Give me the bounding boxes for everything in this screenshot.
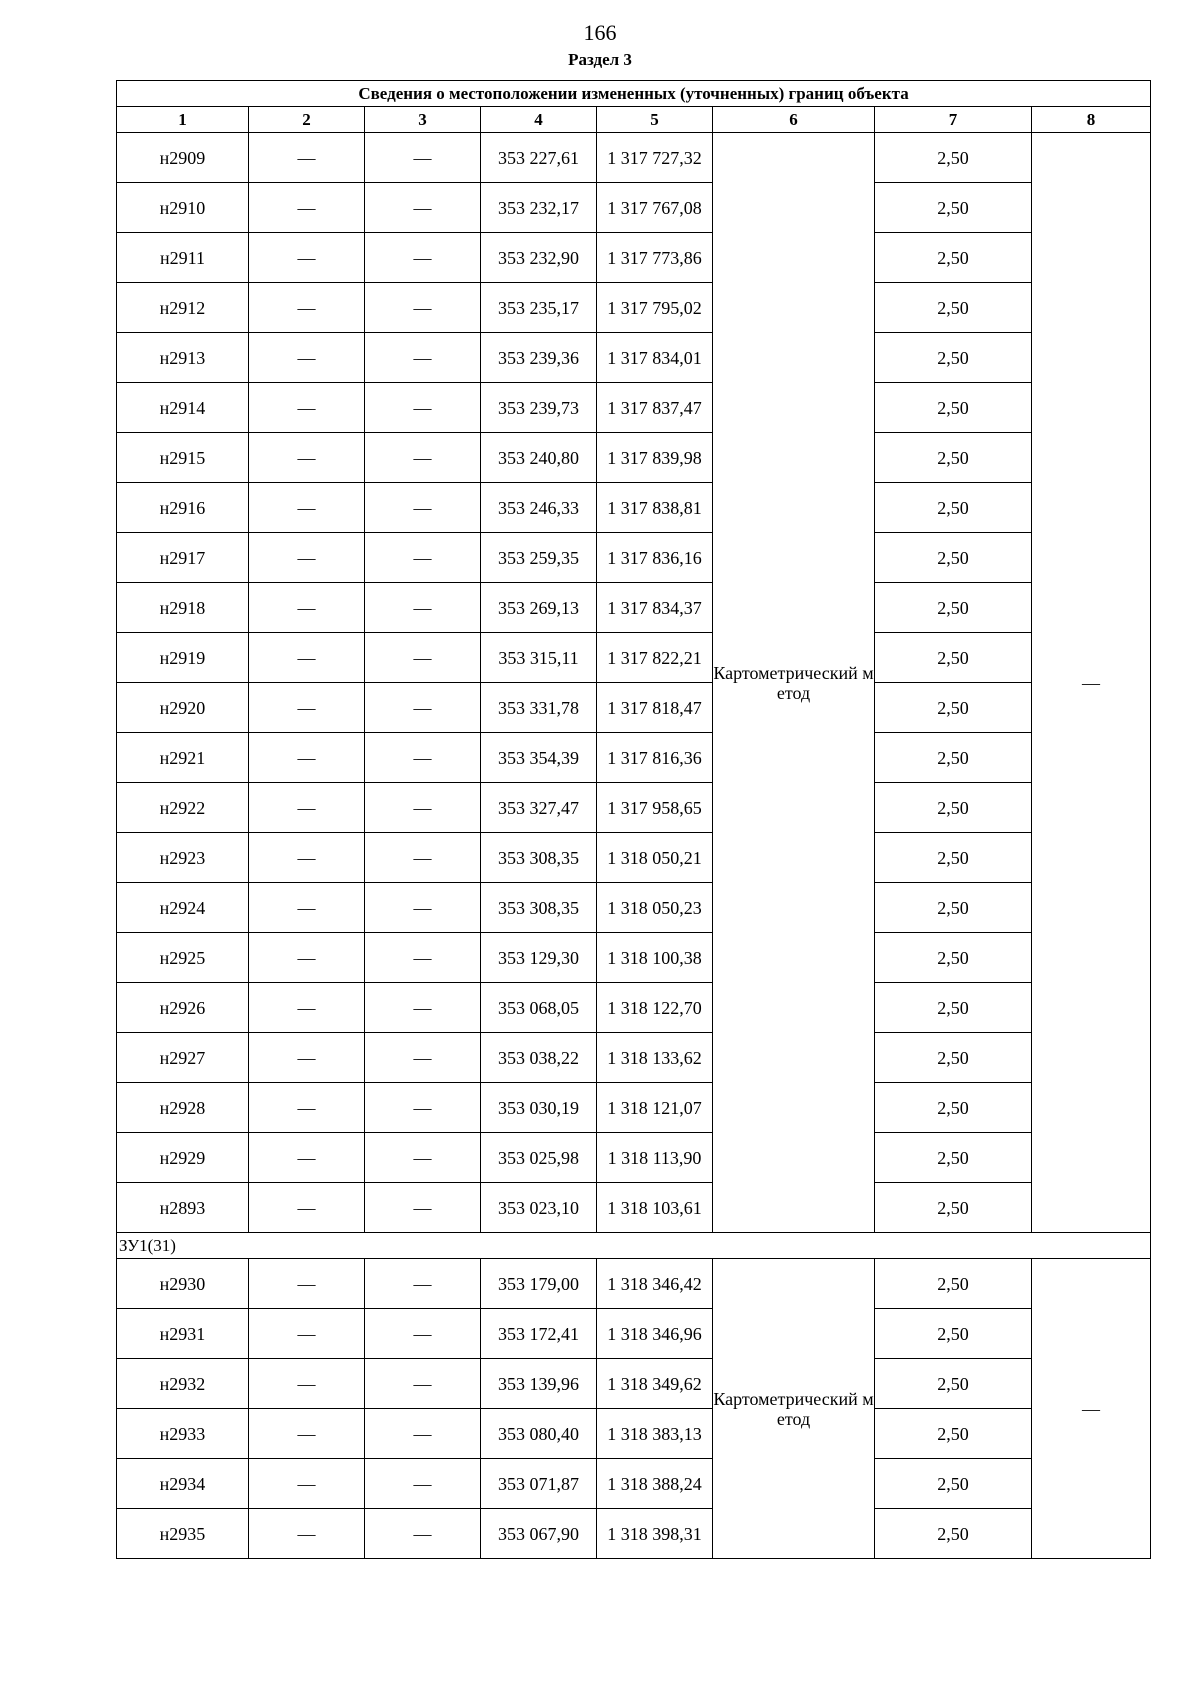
point-name-cell: н2932 (117, 1359, 249, 1409)
point-name-cell: н2918 (117, 583, 249, 633)
column-2-cell: — (249, 1409, 365, 1459)
point-name-cell: н2909 (117, 133, 249, 183)
table-row (117, 1409, 1151, 1459)
table-row (117, 1183, 1151, 1233)
accuracy-cell: 2,50 (875, 833, 1032, 883)
column-3-cell: — (365, 833, 481, 883)
column-3-cell: — (365, 1509, 481, 1559)
table-row (117, 783, 1151, 833)
column-2-cell: — (249, 683, 365, 733)
table-row (117, 333, 1151, 383)
y-coordinate-cell: 1 318 133,62 (597, 1033, 713, 1083)
column-3-cell: — (365, 1359, 481, 1409)
table-row (117, 283, 1151, 333)
accuracy-cell: 2,50 (875, 333, 1032, 383)
column-3-cell: — (365, 883, 481, 933)
accuracy-cell: 2,50 (875, 1083, 1032, 1133)
accuracy-cell: 2,50 (875, 983, 1032, 1033)
point-name-cell: н2925 (117, 933, 249, 983)
point-name-cell: н2914 (117, 383, 249, 433)
point-name-cell: н2935 (117, 1509, 249, 1559)
y-coordinate-cell: 1 317 839,98 (597, 433, 713, 483)
column-3-cell: — (365, 533, 481, 583)
point-name-cell: н2931 (117, 1309, 249, 1359)
column-2-cell: — (249, 383, 365, 433)
column-header: 5 (597, 107, 713, 133)
x-coordinate-cell: 353 308,35 (481, 833, 597, 883)
point-name-cell: н2922 (117, 783, 249, 833)
y-coordinate-cell: 1 318 398,31 (597, 1509, 713, 1559)
column-3-cell: — (365, 1133, 481, 1183)
column-header: 4 (481, 107, 597, 133)
x-coordinate-cell: 353 239,73 (481, 383, 597, 433)
x-coordinate-cell: 353 269,13 (481, 583, 597, 633)
column-2-cell: — (249, 883, 365, 933)
y-coordinate-cell: 1 317 837,47 (597, 383, 713, 433)
x-coordinate-cell: 353 239,36 (481, 333, 597, 383)
x-coordinate-cell: 353 080,40 (481, 1409, 597, 1459)
column-3-cell: — (365, 633, 481, 683)
x-coordinate-cell: 353 315,11 (481, 633, 597, 683)
accuracy-cell: 2,50 (875, 1509, 1032, 1559)
accuracy-cell: 2,50 (875, 1183, 1032, 1233)
y-coordinate-cell: 1 318 050,21 (597, 833, 713, 883)
column-3-cell: — (365, 783, 481, 833)
y-coordinate-cell: 1 318 113,90 (597, 1133, 713, 1183)
accuracy-cell: 2,50 (875, 283, 1032, 333)
accuracy-cell: 2,50 (875, 433, 1032, 483)
accuracy-cell: 2,50 (875, 1259, 1032, 1309)
table-row (117, 533, 1151, 583)
accuracy-cell: 2,50 (875, 883, 1032, 933)
y-coordinate-cell: 1 317 834,01 (597, 333, 713, 383)
y-coordinate-cell: 1 317 834,37 (597, 583, 713, 633)
point-name-cell: н2910 (117, 183, 249, 233)
column-2-cell: — (249, 233, 365, 283)
column-3-cell: — (365, 1183, 481, 1233)
column-3-cell: — (365, 583, 481, 633)
column-2-cell: — (249, 583, 365, 633)
column-number-row (117, 107, 1151, 133)
column-3-cell: — (365, 433, 481, 483)
x-coordinate-cell: 353 327,47 (481, 783, 597, 833)
x-coordinate-cell: 353 179,00 (481, 1259, 597, 1309)
accuracy-cell: 2,50 (875, 133, 1032, 183)
x-coordinate-cell: 353 259,35 (481, 533, 597, 583)
method-cell: Картометрический метод (713, 1259, 875, 1559)
point-name-cell: н2927 (117, 1033, 249, 1083)
accuracy-cell: 2,50 (875, 533, 1032, 583)
y-coordinate-cell: 1 317 727,32 (597, 133, 713, 183)
column-2-cell: — (249, 183, 365, 233)
x-coordinate-cell: 353 129,30 (481, 933, 597, 983)
table-row (117, 1309, 1151, 1359)
y-coordinate-cell: 1 318 388,24 (597, 1459, 713, 1509)
table-caption: Сведения о местоположении измененных (уточненных) границ объекта (117, 81, 1151, 107)
point-name-cell: н2916 (117, 483, 249, 533)
column-3-cell: — (365, 1033, 481, 1083)
column-2-cell: — (249, 933, 365, 983)
table-row (117, 383, 1151, 433)
table-row (117, 183, 1151, 233)
column-3-cell: — (365, 1083, 481, 1133)
x-coordinate-cell: 353 071,87 (481, 1459, 597, 1509)
table-row (117, 983, 1151, 1033)
column-3-cell: — (365, 983, 481, 1033)
accuracy-cell: 2,50 (875, 233, 1032, 283)
column-2-cell: — (249, 1309, 365, 1359)
column-header: 1 (117, 107, 249, 133)
table-row (117, 883, 1151, 933)
table-row (117, 583, 1151, 633)
y-coordinate-cell: 1 318 121,07 (597, 1083, 713, 1133)
table-row (117, 733, 1151, 783)
y-coordinate-cell: 1 318 103,61 (597, 1183, 713, 1233)
x-coordinate-cell: 353 030,19 (481, 1083, 597, 1133)
column-2-cell: — (249, 833, 365, 883)
column-2-cell: — (249, 1459, 365, 1509)
table-row (117, 633, 1151, 683)
y-coordinate-cell: 1 318 050,23 (597, 883, 713, 933)
column-header: 3 (365, 107, 481, 133)
y-coordinate-cell: 1 317 795,02 (597, 283, 713, 333)
x-coordinate-cell: 353 067,90 (481, 1509, 597, 1559)
column-header: 6 (713, 107, 875, 133)
column-3-cell: — (365, 1409, 481, 1459)
y-coordinate-cell: 1 317 958,65 (597, 783, 713, 833)
y-coordinate-cell: 1 318 383,13 (597, 1409, 713, 1459)
column-2-cell: — (249, 1509, 365, 1559)
point-name-cell: н2929 (117, 1133, 249, 1183)
column-2-cell: — (249, 483, 365, 533)
point-name-cell: н2893 (117, 1183, 249, 1233)
point-name-cell: н2911 (117, 233, 249, 283)
column-3-cell: — (365, 233, 481, 283)
method-cell: Картометрический метод (713, 133, 875, 1233)
point-name-cell: н2924 (117, 883, 249, 933)
note-cell: — (1032, 133, 1151, 1233)
x-coordinate-cell: 353 232,17 (481, 183, 597, 233)
table-caption-row (117, 81, 1151, 107)
column-3-cell: — (365, 133, 481, 183)
accuracy-cell: 2,50 (875, 733, 1032, 783)
table-row (117, 933, 1151, 983)
column-3-cell: — (365, 933, 481, 983)
x-coordinate-cell: 353 235,17 (481, 283, 597, 333)
column-3-cell: — (365, 283, 481, 333)
y-coordinate-cell: 1 318 346,42 (597, 1259, 713, 1309)
accuracy-cell: 2,50 (875, 183, 1032, 233)
column-3-cell: — (365, 183, 481, 233)
column-3-cell: — (365, 683, 481, 733)
x-coordinate-cell: 353 232,90 (481, 233, 597, 283)
point-name-cell: н2915 (117, 433, 249, 483)
x-coordinate-cell: 353 023,10 (481, 1183, 597, 1233)
y-coordinate-cell: 1 318 122,70 (597, 983, 713, 1033)
page-number: 166 (583, 20, 617, 45)
accuracy-cell: 2,50 (875, 783, 1032, 833)
x-coordinate-cell: 353 025,98 (481, 1133, 597, 1183)
y-coordinate-cell: 1 318 100,38 (597, 933, 713, 983)
table-row (117, 483, 1151, 533)
group-label-row (117, 1233, 1151, 1259)
table-row (117, 1033, 1151, 1083)
table-row (117, 683, 1151, 733)
y-coordinate-cell: 1 318 349,62 (597, 1359, 713, 1409)
table-row (117, 833, 1151, 883)
point-name-cell: н2912 (117, 283, 249, 333)
column-2-cell: — (249, 333, 365, 383)
y-coordinate-cell: 1 317 818,47 (597, 683, 713, 733)
x-coordinate-cell: 353 240,80 (481, 433, 597, 483)
column-3-cell: — (365, 1459, 481, 1509)
accuracy-cell: 2,50 (875, 683, 1032, 733)
accuracy-cell: 2,50 (875, 483, 1032, 533)
table-row (117, 1509, 1151, 1559)
x-coordinate-cell: 353 172,41 (481, 1309, 597, 1359)
x-coordinate-cell: 353 331,78 (481, 683, 597, 733)
point-name-cell: н2930 (117, 1259, 249, 1309)
point-name-cell: н2926 (117, 983, 249, 1033)
column-3-cell: — (365, 1259, 481, 1309)
column-3-cell: — (365, 383, 481, 433)
accuracy-cell: 2,50 (875, 1359, 1032, 1409)
column-3-cell: — (365, 333, 481, 383)
accuracy-cell: 2,50 (875, 1409, 1032, 1459)
column-3-cell: — (365, 483, 481, 533)
x-coordinate-cell: 353 354,39 (481, 733, 597, 783)
y-coordinate-cell: 1 317 822,21 (597, 633, 713, 683)
x-coordinate-cell: 353 227,61 (481, 133, 597, 183)
table-row (117, 1359, 1151, 1409)
point-name-cell: н2917 (117, 533, 249, 583)
column-2-cell: — (249, 133, 365, 183)
x-coordinate-cell: 353 068,05 (481, 983, 597, 1033)
y-coordinate-cell: 1 317 773,86 (597, 233, 713, 283)
column-2-cell: — (249, 1133, 365, 1183)
note-cell: — (1032, 1259, 1151, 1559)
accuracy-cell: 2,50 (875, 1309, 1032, 1359)
table-row (117, 133, 1151, 183)
accuracy-cell: 2,50 (875, 383, 1032, 433)
point-name-cell: н2913 (117, 333, 249, 383)
table-row (117, 1259, 1151, 1309)
column-2-cell: — (249, 1083, 365, 1133)
section-title: Раздел 3 (568, 50, 632, 69)
point-name-cell: н2920 (117, 683, 249, 733)
accuracy-cell: 2,50 (875, 583, 1032, 633)
accuracy-cell: 2,50 (875, 1033, 1032, 1083)
column-2-cell: — (249, 733, 365, 783)
column-2-cell: — (249, 1033, 365, 1083)
point-name-cell: н2919 (117, 633, 249, 683)
accuracy-cell: 2,50 (875, 633, 1032, 683)
accuracy-cell: 2,50 (875, 1459, 1032, 1509)
column-header: 2 (249, 107, 365, 133)
group-label: ЗУ1(31) (117, 1233, 1151, 1259)
table-row (117, 1459, 1151, 1509)
y-coordinate-cell: 1 317 838,81 (597, 483, 713, 533)
y-coordinate-cell: 1 317 836,16 (597, 533, 713, 583)
column-2-cell: — (249, 633, 365, 683)
y-coordinate-cell: 1 317 816,36 (597, 733, 713, 783)
x-coordinate-cell: 353 038,22 (481, 1033, 597, 1083)
accuracy-cell: 2,50 (875, 933, 1032, 983)
column-header: 7 (875, 107, 1032, 133)
table-row (117, 433, 1151, 483)
table-row (117, 233, 1151, 283)
point-name-cell: н2934 (117, 1459, 249, 1509)
column-2-cell: — (249, 1183, 365, 1233)
x-coordinate-cell: 353 308,35 (481, 883, 597, 933)
x-coordinate-cell: 353 246,33 (481, 483, 597, 533)
point-name-cell: н2928 (117, 1083, 249, 1133)
column-3-cell: — (365, 733, 481, 783)
table-row (117, 1083, 1151, 1133)
x-coordinate-cell: 353 139,96 (481, 1359, 597, 1409)
column-2-cell: — (249, 983, 365, 1033)
y-coordinate-cell: 1 317 767,08 (597, 183, 713, 233)
column-3-cell: — (365, 1309, 481, 1359)
y-coordinate-cell: 1 318 346,96 (597, 1309, 713, 1359)
column-2-cell: — (249, 533, 365, 583)
point-name-cell: н2921 (117, 733, 249, 783)
column-header: 8 (1032, 107, 1151, 133)
table-row (117, 1133, 1151, 1183)
boundary-coordinates-table (116, 80, 1151, 1559)
column-2-cell: — (249, 1259, 365, 1309)
column-2-cell: — (249, 433, 365, 483)
point-name-cell: н2933 (117, 1409, 249, 1459)
column-2-cell: — (249, 783, 365, 833)
point-name-cell: н2923 (117, 833, 249, 883)
column-2-cell: — (249, 283, 365, 333)
accuracy-cell: 2,50 (875, 1133, 1032, 1183)
column-2-cell: — (249, 1359, 365, 1409)
